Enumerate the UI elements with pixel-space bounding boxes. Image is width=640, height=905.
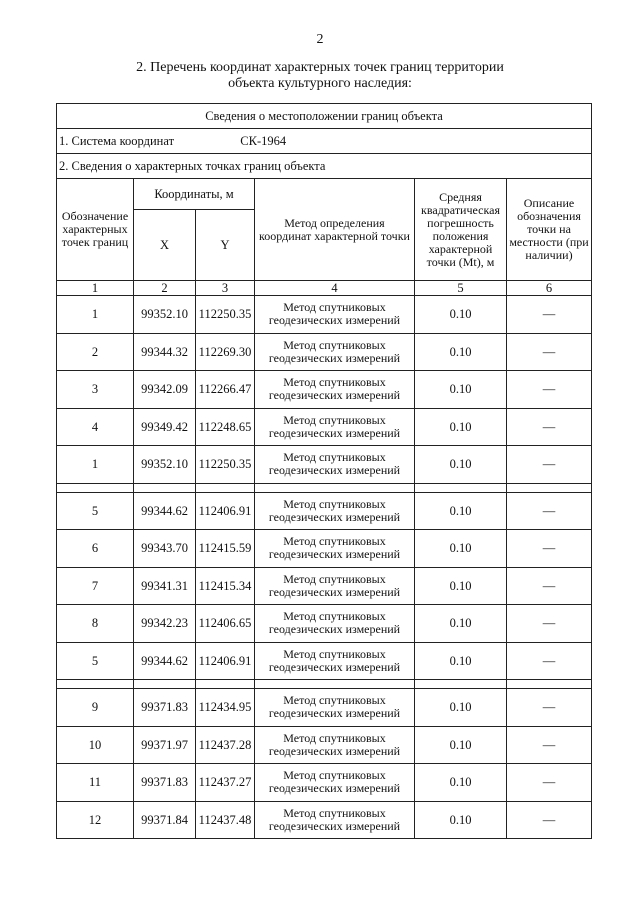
method-line-2: геодезических измерений [268,659,401,674]
mt-value: 0.10 [415,333,507,371]
method-line-1: Метод спутниковых [283,609,386,624]
method [255,530,415,568]
column-number: 2 [134,281,196,296]
coord-x: 99344.62 [134,492,196,530]
table-row [57,446,592,484]
point-id: 2 [57,333,134,371]
group-separator-row [57,483,592,492]
table-row [57,408,592,446]
mt-value: 0.10 [415,371,507,409]
mt-value: 0.10 [415,408,507,446]
separator-cell [134,680,196,689]
coord-y: 112415.34 [196,567,255,605]
column-number: 5 [415,281,507,296]
point-id: 3 [57,371,134,409]
header-y: Y [196,210,255,281]
point-description: — [507,764,592,802]
table-row [57,726,592,764]
title-line-1: 2. Перечень координат характерных точек границ территории [136,60,504,75]
mt-value: 0.10 [415,530,507,568]
table-row [57,530,592,568]
method [255,764,415,802]
method [255,567,415,605]
method-line-1: Метод спутниковых [283,337,386,352]
method-line-1: Метод спутниковых [283,805,386,820]
coord-y: 112437.48 [196,801,255,839]
header-designation: Обозначение характерных точек границ [57,179,134,281]
method-line-1: Метод спутниковых [283,730,386,745]
separator-cell [134,483,196,492]
coord-x: 99344.62 [134,642,196,680]
coord-x: 99342.23 [134,605,196,643]
separator-cell [196,483,255,492]
coord-system-label: 1. Система координат [59,134,175,148]
table-row [57,764,592,802]
method-line-1: Метод спутниковых [283,412,386,427]
method [255,689,415,727]
coord-system-value: СК-1964 [240,134,287,148]
coord-x: 99344.32 [134,333,196,371]
table-row [57,642,592,680]
table-row [57,605,592,643]
mt-value: 0.10 [415,296,507,334]
header-method: Метод определения координат характерной точки [255,179,415,281]
point-description: — [507,408,592,446]
header-error: Средняя квадратическая погрешность положения характерной точки (Mt), м [415,179,507,281]
point-id: 7 [57,567,134,605]
point-id: 9 [57,689,134,727]
boundary-points-table [56,103,592,839]
coord-y: 112250.35 [196,296,255,334]
method-line-1: Метод спутниковых [283,571,386,586]
separator-cell [255,483,415,492]
coord-y: 112266.47 [196,371,255,409]
separator-cell [415,483,507,492]
method-line-1: Метод спутниковых [283,768,386,783]
method-line-2: геодезических измерений [268,509,401,524]
column-number: 6 [507,281,592,296]
column-number: 4 [255,281,415,296]
coord-y: 112415.59 [196,530,255,568]
point-description: — [507,642,592,680]
mt-value: 0.10 [415,801,507,839]
separator-cell [196,680,255,689]
mt-value: 0.10 [415,726,507,764]
coord-x: 99352.10 [134,446,196,484]
coord-x: 99371.83 [134,764,196,802]
table-row [57,567,592,605]
method-line-2: геодезических измерений [268,706,401,721]
mt-value: 0.10 [415,605,507,643]
method-line-2: геодезических измерений [268,313,401,328]
method [255,333,415,371]
table-row [57,689,592,727]
header-x: X [134,210,196,281]
column-number: 3 [196,281,255,296]
coord-x: 99352.10 [134,296,196,334]
title-line-2: объекта культурного наследия: [228,76,412,91]
method [255,726,415,764]
point-description: — [507,333,592,371]
method-line-1: Метод спутниковых [283,646,386,661]
separator-cell [57,483,134,492]
points-section-label: 2. Сведения о характерных точках границ объекта [57,154,592,179]
point-description: — [507,605,592,643]
point-description: — [507,530,592,568]
coord-y: 112248.65 [196,408,255,446]
method-line-1: Метод спутниковых [283,534,386,549]
point-description: — [507,446,592,484]
method-line-2: геодезических измерений [268,388,401,403]
mt-value: 0.10 [415,689,507,727]
point-description: — [507,296,592,334]
point-description: — [507,371,592,409]
method-line-2: геодезических измерений [268,584,401,599]
point-description: — [507,801,592,839]
method [255,446,415,484]
mt-value: 0.10 [415,492,507,530]
mt-value: 0.10 [415,642,507,680]
method-line-1: Метод спутниковых [283,300,386,315]
method [255,371,415,409]
method-line-1: Метод спутниковых [283,693,386,708]
method-line-2: геодезических измерений [268,547,401,562]
method [255,492,415,530]
separator-cell [507,483,592,492]
table-row [57,492,592,530]
method-line-2: геодезических измерений [268,743,401,758]
coord-y: 112437.27 [196,764,255,802]
coord-y: 112406.91 [196,492,255,530]
method-line-2: геодезических измерений [268,463,401,478]
method-line-1: Метод спутниковых [283,375,386,390]
point-id: 12 [57,801,134,839]
header-coordinates: Координаты, м [134,179,255,210]
table-row [57,296,592,334]
header-description: Описание обозначения точки на местности (при наличии) [507,179,592,281]
group-separator-row [57,680,592,689]
coord-x: 99342.09 [134,371,196,409]
method-line-2: геодезических измерений [268,350,401,365]
separator-cell [415,680,507,689]
table-row [57,333,592,371]
method-line-2: геодезических измерений [268,818,401,833]
point-id: 1 [57,296,134,334]
coord-x: 99371.84 [134,801,196,839]
coord-y: 112406.65 [196,605,255,643]
table-row [57,801,592,839]
mt-value: 0.10 [415,764,507,802]
separator-cell [255,680,415,689]
method-line-2: геодезических измерений [268,622,401,637]
coord-x: 99349.42 [134,408,196,446]
separator-cell [507,680,592,689]
mt-value: 0.10 [415,446,507,484]
point-id: 10 [57,726,134,764]
point-id: 5 [57,492,134,530]
method-line-2: геодезических измерений [268,425,401,440]
method [255,605,415,643]
coord-system-row [57,129,592,154]
point-description: — [507,726,592,764]
page-number: 2 [316,32,324,47]
point-id: 5 [57,642,134,680]
point-id: 8 [57,605,134,643]
point-id: 1 [57,446,134,484]
column-number: 1 [57,281,134,296]
coord-y: 112434.95 [196,689,255,727]
point-id: 4 [57,408,134,446]
document-title [0,60,640,92]
separator-cell [57,680,134,689]
section-title: Сведения о местоположении границ объекта [57,104,592,129]
coord-x: 99371.83 [134,689,196,727]
point-description: — [507,689,592,727]
coord-x: 99371.97 [134,726,196,764]
point-id: 6 [57,530,134,568]
coord-y: 112406.91 [196,642,255,680]
method [255,296,415,334]
point-description: — [507,492,592,530]
table-row [57,371,592,409]
coord-y: 112269.30 [196,333,255,371]
point-id: 11 [57,764,134,802]
method-line-1: Метод спутниковых [283,496,386,511]
method [255,408,415,446]
method [255,642,415,680]
coord-x: 99341.31 [134,567,196,605]
method [255,801,415,839]
method-line-1: Метод спутниковых [283,450,386,465]
mt-value: 0.10 [415,567,507,605]
coord-y: 112437.28 [196,726,255,764]
coord-x: 99343.70 [134,530,196,568]
point-description: — [507,567,592,605]
method-line-2: геодезических измерений [268,781,401,796]
coord-y: 112250.35 [196,446,255,484]
